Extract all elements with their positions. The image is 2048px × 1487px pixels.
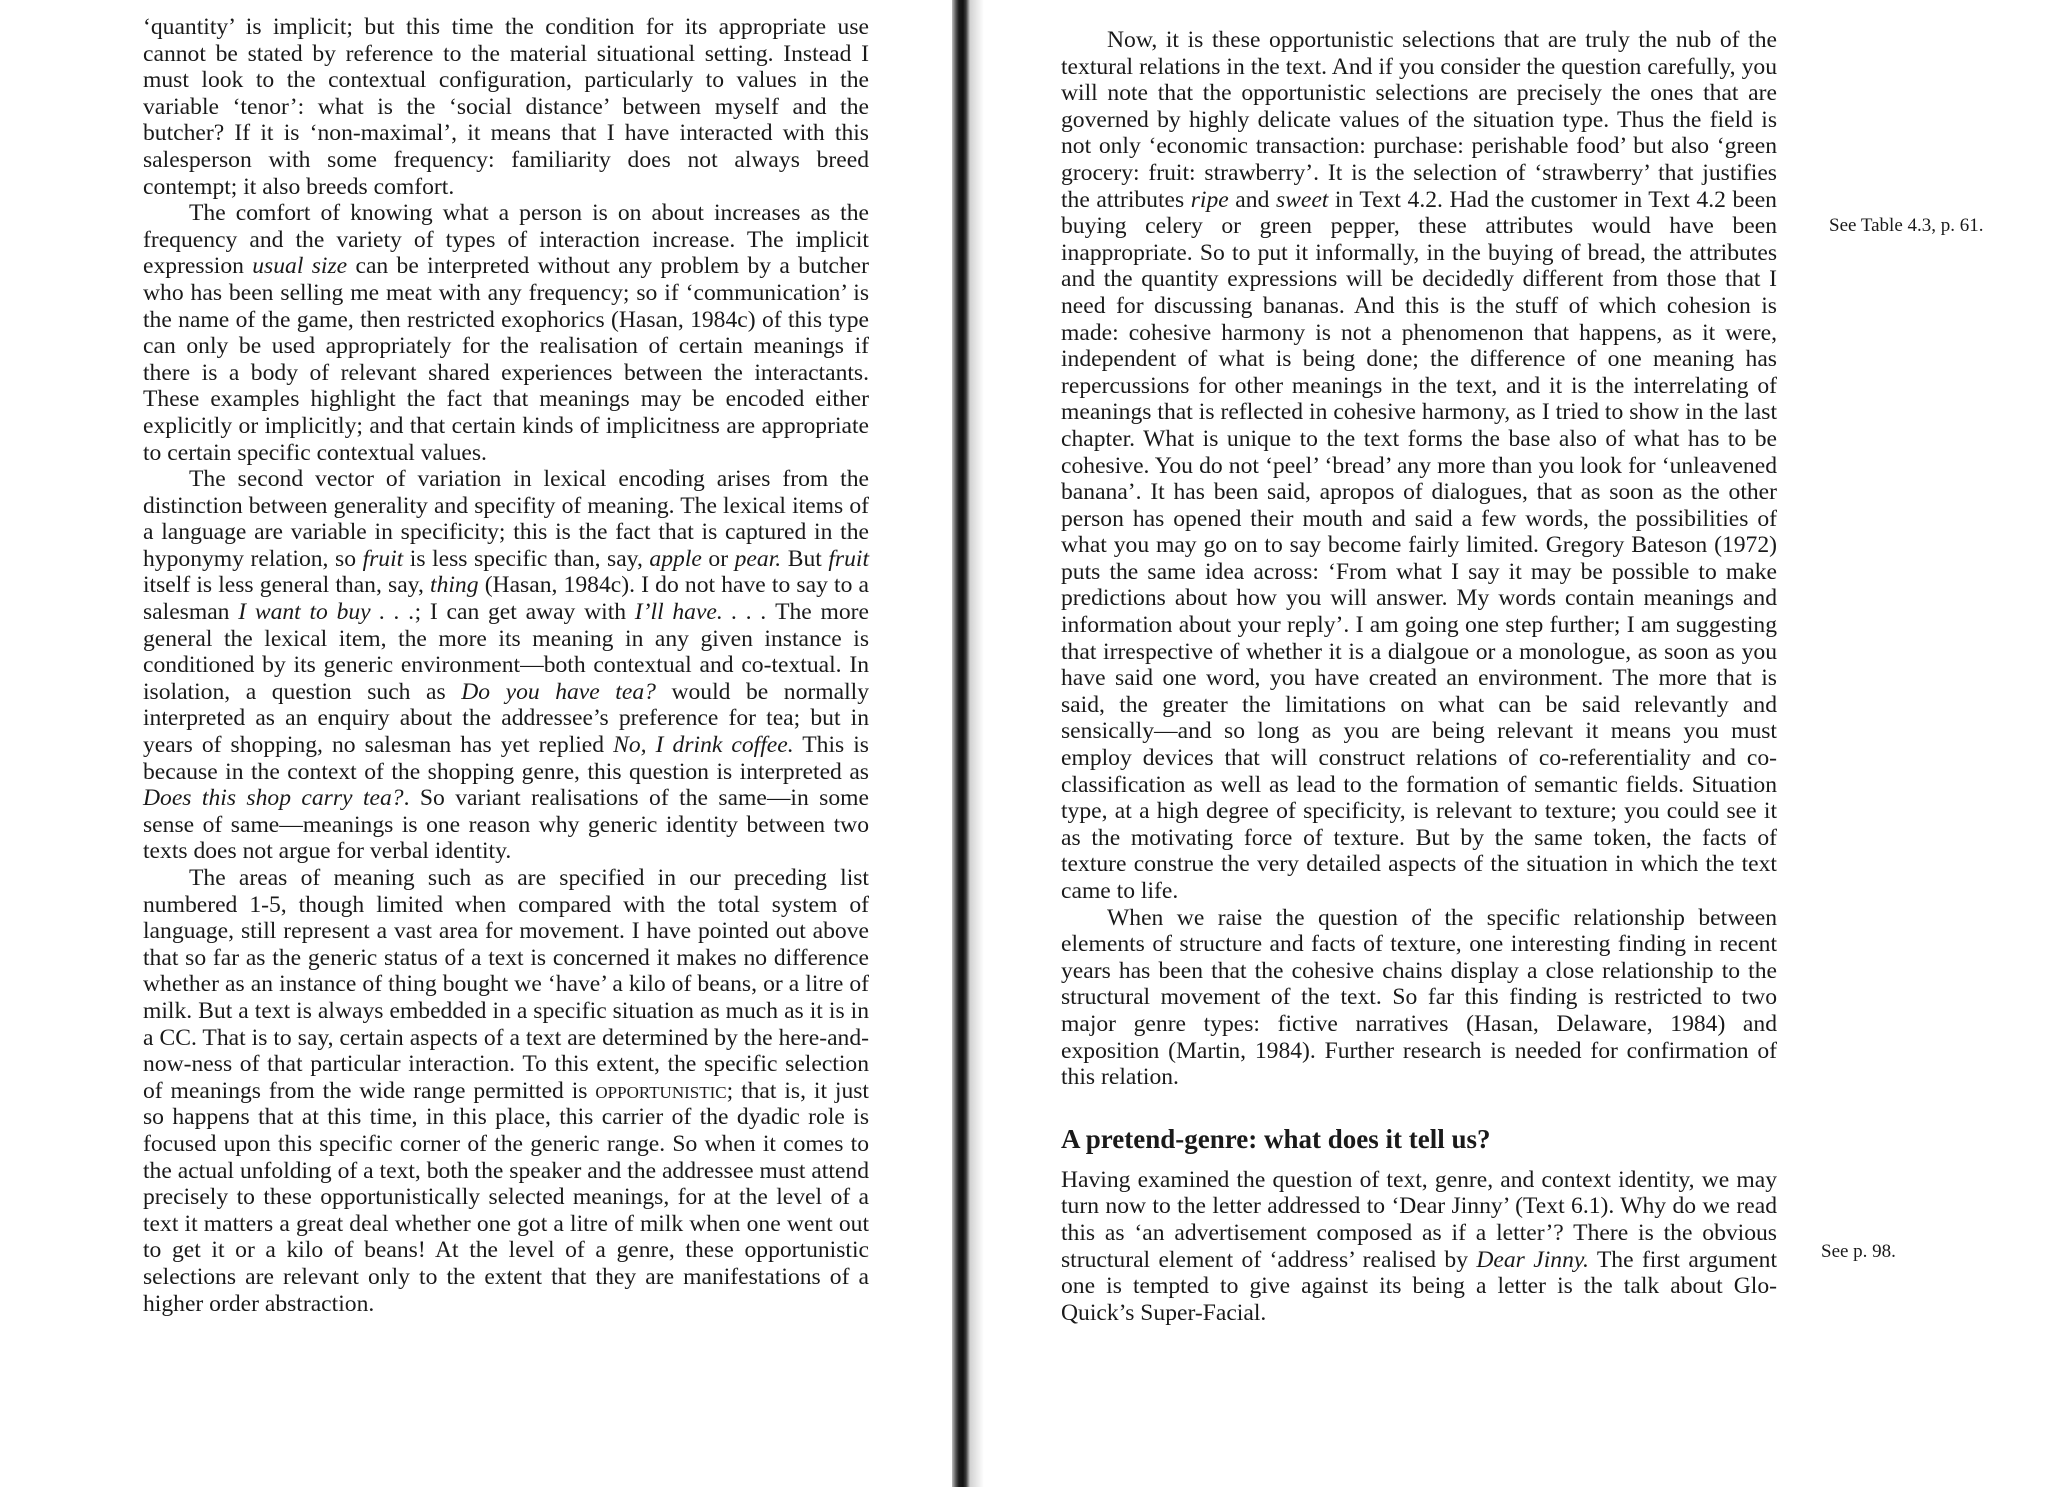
italic-text: apple [649, 545, 702, 572]
italic-text: Does this shop carry tea? [143, 785, 404, 812]
text-run: or [701, 545, 735, 572]
margin-note-table-reference: See Table 4.3, p. 61. [1829, 215, 1984, 236]
italic-text: thing [430, 572, 479, 599]
text-run: ‘quantity’ is implicit; but this time the condition for its appropriate use cannot be stated by reference to the material situational setting. Instead I must look to the contextual configuration, particularly to values in the variable ‘tenor’: what is the ‘social distance’ between myself and the butcher? If it is ‘non-maximal’, it means that I have interacted with this salesperson with some frequency: familiarity does not always breed contempt; it also breeds comfort. [143, 14, 869, 200]
italic-text: No, I drink coffee. [613, 732, 794, 759]
text-run: can be interpreted without any problem by a butcher who has been selling me meat with any frequency; so if ‘communication’ is the name of the game, then restricted exophorics (Hasan, 1984c) of this type can only be used appropriately for the realisation of certain meanings if there is a body of relevant shared experiences between the interactants. These examples highlight the fact that meanings may be encoded either explicitly or implicitly; and that certain kinds of implicitness are appropriate to certain specific contextual values. [143, 253, 869, 466]
text-run: ; I can get away with [414, 599, 635, 626]
text-run: itself is less general than, say, [143, 572, 431, 599]
left-text-column [143, 14, 869, 1317]
body-paragraph [143, 466, 869, 865]
body-paragraph [143, 865, 869, 1317]
body-paragraph [1061, 27, 1777, 905]
body-paragraph [143, 14, 869, 200]
body-paragraph [1061, 905, 1777, 1091]
text-run: But [781, 545, 829, 572]
italic-text: Dear Jinny. [1476, 1246, 1589, 1273]
italic-text: pear. [734, 545, 782, 572]
text-run: The more general the lexical item, the more its meaning in any given instance is conditioned by its generic environment—both contextual and co-textual. In isolation, a question such as [143, 599, 869, 705]
italic-text: usual size [252, 253, 348, 280]
left-page [0, 0, 950, 1487]
margin-note-page-reference: See p. 98. [1821, 1241, 1896, 1262]
text-run: ; that is, it just so happens that at this time, in this place, this carrier of the dyadic role is focused upon this specific corner of the generic range. So when it comes to the actual unfolding of a text, both the speaker and the addressee must attend precisely to these opportunistically selected meanings, for at the level of a text it matters a great deal whether one got a litre of milk when one went out to get it or a kilo of beans! At the level of a genre, these opportunistic selections are relevant only to the extent that they are manifestations of a higher order abstraction. [143, 1077, 869, 1317]
italic-text: sweet [1275, 186, 1329, 213]
italic-text: Do you have tea? [461, 678, 656, 705]
text-run: The second vector of variation in lexical encoding arises from the distinction between generality and specifity of meaning. The lexical items of a language are variable in specificity; this is the fact that is captured in the hyponymy relation, so [143, 466, 869, 572]
italic-text: fruit [828, 545, 870, 572]
text-run: This is because in the context of the shopping genre, this question is interpreted as [143, 732, 869, 785]
text-run: and [1228, 186, 1276, 213]
text-run: The first argument one is tempted to give against its being a letter is the talk about Glo-Quick’s Super-Facial. [1061, 1246, 1777, 1326]
right-paragraphs-before-heading [1061, 27, 1777, 1091]
right-text-column [1061, 27, 1777, 1326]
small-caps-text: opportunistic [595, 1077, 727, 1104]
text-run: . So variant realisations of the same—in some sense of same—meanings is one reason why generic identity between two texts does not argue for verbal identity. [143, 785, 869, 865]
text-run: The comfort of knowing what a person is on about increases as the frequency and the variety of types of interaction increase. The implicit expression [143, 200, 869, 280]
italic-text: fruit [362, 545, 404, 572]
text-run: When we raise the question of the specific relationship between elements of structure and facts of texture, one interesting finding in recent years has been that the cohesive chains display a close relationship to the structural movement of the text. So far this finding is restricted to two major genre types: fictive narratives (Hasan, Delaware, 1984) and exposition (Martin, 1984). Further research is needed for confirmation of this relation. [1061, 904, 1777, 1091]
text-run: Having examined the question of text, genre, and context identity, we may turn now to the letter addressed to ‘Dear Jinny’ (Text 6.1). Why do we read this as ‘an advertisement composed as if a letter’? There is the obvious structural element of ‘address’ realised by [1061, 1166, 1777, 1273]
italic-text: ripe [1190, 186, 1229, 213]
body-paragraph [143, 200, 869, 466]
text-run: (Hasan, 1984c). I do not have to say to a salesman [143, 572, 869, 626]
section-heading: A pretend-genre: what does it tell us? [1061, 1123, 1491, 1154]
text-run: in Text 4.2. Had the customer in Text 4.2 been buying celery or green pepper, these attributes would have been inappropriate. So to put it informally, in the buying of bread, the attributes and the quantity expressions will be decidedly different from those that I need for discussing bananas. And this is the stuff of which cohesion is made: cohesive harmony is not a phenomenon that happens, as it were, independent of what is being done; the difference of one meaning has repercussions for other meanings in the text, and it is the interrelating of meanings that is reflected in cohesive harmony, as I tried to show in the last chapter. What is unique to the text forms the base also of what has to be cohesive. You do not ‘peel’ ‘bread’ any more than you look for ‘unleavened banana’. It has been said, apropos of dialogues, that as soon as the other person has opened their mouth and said a few words, the possibilities of what you may go on to say become fairly limited. Gregory Bateson (1972) puts the same idea across: ‘From what I say it may be possible to make predictions about how you will answer. My words contain meanings and information about your reply’. I am going one step further; I am suggesting that irrespective of whether it is a dialgoue or a monologue, as soon as you have said one word, you have created an environment. The more that is said, the greater the limitations on what can be said relevantly and sensically—and so long as you are being relevant it means you must employ devices that will construct relations of co-referentiality and co-classification as well as lead to the formation of semantic fields. Situation type, at a high degree of specificity, is relevant to texture; you could see it as the motivating force of texture. But by the same token, the facts of texture construe the very detailed aspects of the situation in which the text came to life. [1061, 186, 1777, 904]
text-run: is less specific than, say, [403, 545, 650, 572]
right-paragraphs-after-heading [1061, 1167, 1777, 1327]
italic-text: I’ll have. . . . [634, 599, 767, 626]
book-gutter [952, 0, 970, 1487]
italic-text: I want to buy . . . [238, 599, 415, 626]
text-run: The areas of meaning such as are specified in our preceding list numbered 1-5, though limited when compared with the total system of language, still represent a vast area for movement. I have pointed out above that so far as the generic status of a text is concerned it makes no difference whether as an instance of thing bought we ‘have’ a kilo of beans, or a litre of milk. But a text is always embedded in a specific situation as much as it is in a CC. That is to say, certain aspects of a text are determined by the here-and-now-ness of that particular interaction. To this extent, the specific selection of meanings from the wide range permitted is [143, 865, 869, 1104]
text-run: Now, it is these opportunistic selections that are truly the nub of the textural relations in the text. And if you consider the question carefully, you will note that the opportunistic selections are precisely the ones that are governed by highly delicate values of the situation type. Thus the field is not only ‘economic transaction: purchase: perishable food’ but also ‘green grocery: fruit: strawberry’. It is the selection of ‘strawberry’ that justifies the attributes [1061, 27, 1777, 213]
text-run: would be normally interpreted as an enquiry about the addressee’s preference for tea; but in years of shopping, no salesman has yet replied [143, 678, 869, 759]
body-paragraph [1061, 1167, 1777, 1327]
